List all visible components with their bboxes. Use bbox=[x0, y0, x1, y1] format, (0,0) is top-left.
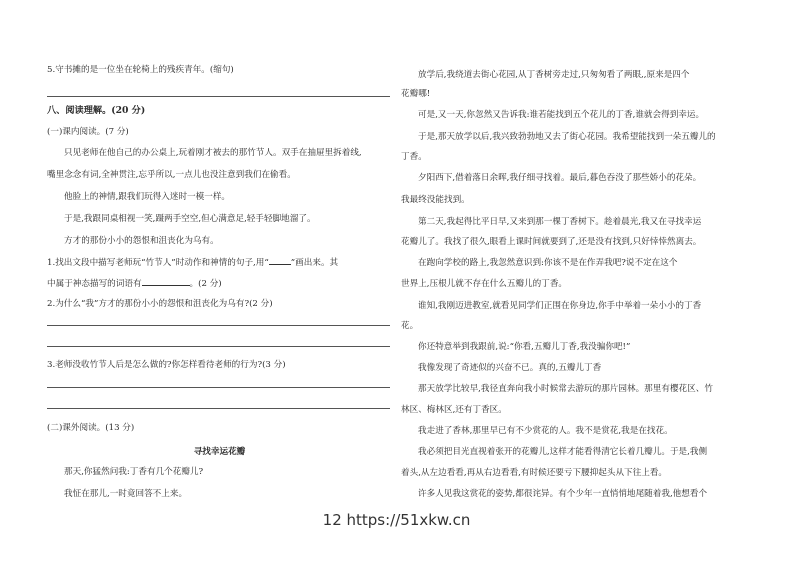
story-line: 在跑向学校的路上,我忽然意识到:你该不是在作弄我吧?说不定在这个 bbox=[418, 258, 678, 268]
question-1 bbox=[47, 257, 392, 269]
underline-blank bbox=[269, 264, 291, 265]
story-line: 我怔在那儿,一时竟回答不上来。 bbox=[64, 489, 188, 499]
answer-line bbox=[47, 325, 390, 326]
story-line: 第二天,我起得比平日早,又来到那一棵丁香树下。趁着晨光,我又在寻找幸运 bbox=[418, 217, 702, 227]
question-5: 5.守书摊的是一位坐在轮椅上的残疾青年。(缩句) bbox=[47, 65, 234, 75]
passage-line: 嘴里念念有词,全神贯注,忘乎所以,一点儿也没注意到我们在偷看。 bbox=[47, 170, 296, 180]
story-line: 可是,又一天,你忽然又告诉我:谁若能找到五个花儿的丁香,谁就会得到幸运。 bbox=[418, 110, 705, 120]
story-title: 寻找幸运花瓣 bbox=[193, 447, 246, 457]
answer-blank bbox=[142, 285, 190, 286]
passage-line: 方才的那份小小的怨恨和沮丧化为乌有。 bbox=[64, 236, 219, 246]
story-line: 世界上,压根儿就不存在什么五瓣儿的丁香。 bbox=[401, 279, 568, 289]
story-line: 我必须把目光直视着张开的花瓣儿,这样才能看得清它长着几瓣儿。于是,我侧 bbox=[418, 447, 708, 457]
answer-line bbox=[47, 408, 390, 409]
story-line: 放学后,我绕道去街心花园,从丁香树旁走过,只匆匆看了两眼,,原来是四个 bbox=[418, 70, 690, 80]
question-1-text: 中属于神态描写的词语有 bbox=[47, 279, 142, 289]
story-line: 花。 bbox=[401, 321, 419, 331]
answer-line bbox=[47, 387, 390, 388]
section-title: 八、阅读理解。(20 分) bbox=[47, 105, 146, 116]
question-1-text: 。(2 分) bbox=[189, 279, 222, 289]
story-line: 我走进了香林,那里早已有不少赏花的人。我不是赏花,我是在找花。 bbox=[418, 426, 673, 436]
story-line: 夕阳西下,借着落日余晖,我仔细寻找着。最后,暮色吞没了那些娇小的花朵。 bbox=[418, 173, 702, 183]
question-3: 3.老师没收竹节人后是怎么做的?你怎样看待老师的行为?(3 分) bbox=[47, 360, 286, 370]
answer-line bbox=[47, 96, 390, 97]
story-line: 那天放学比较早,我径直奔向我小时候常去游玩的那片园林。那里有樱花区、竹 bbox=[418, 384, 713, 394]
question-1-text: ”画出来。其 bbox=[290, 258, 339, 268]
story-line: 那天,你猛然问我:丁香有几个花瓣儿? bbox=[64, 467, 204, 477]
part1-title: (一)课内阅读。(7 分) bbox=[47, 127, 129, 137]
story-line: 于是,那天放学以后,我兴致勃勃地又去了街心花园。我希望能找到一朵五瓣儿的 bbox=[418, 132, 716, 142]
answer-line bbox=[47, 346, 390, 347]
story-line: 花瓣哪! bbox=[401, 89, 431, 99]
story-line: 花瓣儿了。我找了很久,眼看上课时间就要到了,还是没有找到,只好悻悻然离去。 bbox=[401, 237, 702, 247]
question-1-cont bbox=[47, 278, 392, 290]
passage-line: 他脸上的神情,跟我们玩得入迷时一模一样。 bbox=[64, 192, 231, 202]
story-line: 谁知,我刚迈进教室,就看见同学们正围在你身边,你手中举着一朵小小的丁香 bbox=[418, 301, 702, 311]
page-footer: 12 https://51xkw.cn bbox=[322, 511, 471, 529]
story-line: 着头,从左边看看,再从右边看看,有时候还要亏下腰抑起头从下往上看。 bbox=[401, 468, 668, 478]
part2-title: (二)课外阅读。(13 分) bbox=[47, 423, 135, 433]
story-line: 我最终没能找到。 bbox=[401, 195, 470, 205]
story-line: 林区、梅林区,还有丁香区。 bbox=[401, 405, 507, 415]
passage-line: 只见老师在他自己的办公桌上,玩着刚才被去的那竹节人。双手在抽屉里拆着线, bbox=[64, 148, 362, 158]
story-line: 你还特意举到我跟前,说:“你看,五瓣儿丁香,我没骗你吧!” bbox=[418, 342, 631, 352]
story-line: 丁香。 bbox=[401, 152, 427, 162]
passage-line: 于是,我跟同桌相视一笑,蹑两手空空,但心满意足,轻手轻脚地溜了。 bbox=[64, 214, 316, 224]
question-2: 2.为什么“我”方才的那份小小的怨恨和沮丧化为乌有?(2 分) bbox=[47, 299, 273, 309]
story-line: 许多人见我这赏花的姿势,都很诧异。有个少年一直悄悄地尾随着我,他想看个 bbox=[418, 489, 708, 499]
question-1-text: 1.找出文段中描写老师玩“竹节人”时动作和神情的句子,用“ bbox=[47, 258, 269, 268]
story-line: 我像发现了奇迹似的兴奋不已。真的,五瓣儿丁香 bbox=[418, 363, 602, 373]
